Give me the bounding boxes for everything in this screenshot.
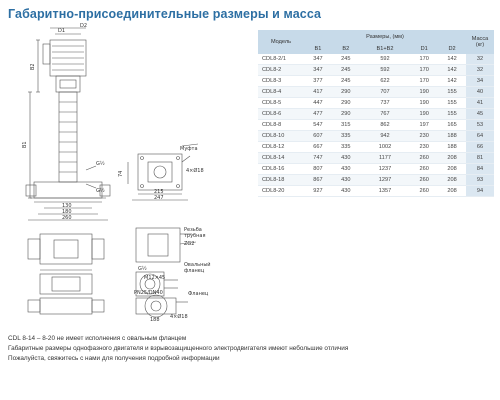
- table-cell-d2: 142: [438, 76, 466, 87]
- table-cell-mass: 93: [466, 175, 494, 186]
- table-cell-b1b2: 1357: [360, 186, 411, 197]
- page-title: Габаритно-присоединительные размеры и масса: [8, 7, 322, 21]
- table-cell-d1: 260: [410, 186, 438, 197]
- footer-notes: [8, 334, 348, 364]
- table-cell-d2: 142: [438, 54, 466, 65]
- label-247: 247: [154, 195, 164, 201]
- label-180: 180: [62, 209, 72, 215]
- table-row: [258, 120, 494, 131]
- table-cell-model: CDL8-4: [258, 87, 304, 98]
- table-cell-d2: 155: [438, 109, 466, 120]
- pump-base: [34, 182, 102, 198]
- table-row: [258, 131, 494, 142]
- table-cell-mass: 45: [466, 109, 494, 120]
- table-cell-mass: 41: [466, 98, 494, 109]
- label-d1: D1: [58, 28, 66, 34]
- th-b1b2: B1+B2: [360, 44, 411, 54]
- table-cell-model: CDL8-14: [258, 153, 304, 164]
- table-cell-b1: 807: [304, 164, 332, 175]
- table-cell-b2: 245: [332, 54, 360, 65]
- table-cell-b1b2: 1177: [360, 153, 411, 164]
- table-cell-mass: 40: [466, 87, 494, 98]
- table-cell-d1: 190: [410, 87, 438, 98]
- table-cell-d2: 188: [438, 142, 466, 153]
- table-cell-d1: 190: [410, 109, 438, 120]
- table-cell-d1: 260: [410, 164, 438, 175]
- table-cell-b1b2: 1297: [360, 175, 411, 186]
- table-cell-d2: 155: [438, 98, 466, 109]
- table-cell-b2: 290: [332, 87, 360, 98]
- table-row: [258, 87, 494, 98]
- label-b2: B2: [30, 63, 36, 70]
- table-cell-d1: 190: [410, 98, 438, 109]
- caption-thread-2: трубная: [184, 233, 206, 239]
- th-b1: B1: [304, 44, 332, 54]
- table-cell-d1: 230: [410, 142, 438, 153]
- table-cell-b2: 430: [332, 153, 360, 164]
- table-cell-b1: 377: [304, 76, 332, 87]
- table-cell-d1: 230: [410, 131, 438, 142]
- table-cell-d2: 208: [438, 164, 466, 175]
- table-row: [258, 76, 494, 87]
- table-row: [258, 186, 494, 197]
- table-cell-b1b2: 767: [360, 109, 411, 120]
- table-cell-b1b2: 592: [360, 65, 411, 76]
- label-4x18: 4×Ø18: [186, 168, 204, 174]
- table-cell-b2: 315: [332, 120, 360, 131]
- caption-oval-1: Овальный: [184, 262, 211, 268]
- table-cell-b1: 927: [304, 186, 332, 197]
- label-g2: G½: [96, 188, 105, 194]
- table-cell-d2: 208: [438, 153, 466, 164]
- table-cell-b1b2: 707: [360, 87, 411, 98]
- table-row: [258, 98, 494, 109]
- label-4x18b: 4×Ø18: [170, 314, 188, 320]
- label-g1: G½: [96, 161, 105, 167]
- label-pn: PN25/DN40: [134, 290, 163, 296]
- table-cell-b1b2: 622: [360, 76, 411, 87]
- note-line: CDL 8-14 – 8-20 не имеет исполнения с овальным фланцем: [8, 335, 187, 342]
- note-line: Пожалуйста, свяжитесь с нами для получения подробной информации: [8, 355, 220, 362]
- table-cell-model: CDL8-12: [258, 142, 304, 153]
- table-cell-d1: 260: [410, 153, 438, 164]
- th-d2: D2: [438, 44, 466, 54]
- th-mass-unit: (кг): [475, 42, 485, 48]
- table-cell-b1: 347: [304, 65, 332, 76]
- table-cell-mass: 53: [466, 120, 494, 131]
- label-215: 215: [154, 189, 164, 195]
- table-cell-model: CDL8-6: [258, 109, 304, 120]
- table-cell-b2: 335: [332, 131, 360, 142]
- caption-thread-1: Резьба: [184, 227, 202, 233]
- label-260: 260: [62, 215, 72, 221]
- table-cell-b2: 245: [332, 76, 360, 87]
- table-cell-b1b2: 1237: [360, 164, 411, 175]
- table-cell-d2: 188: [438, 131, 466, 142]
- table-cell-b1: 867: [304, 175, 332, 186]
- table-cell-d1: 170: [410, 65, 438, 76]
- table-cell-b1: 747: [304, 153, 332, 164]
- table-cell-model: CDL8-20: [258, 186, 304, 197]
- table-cell-b1: 667: [304, 142, 332, 153]
- table-cell-model: CDL8-18: [258, 175, 304, 186]
- table-row: [258, 175, 494, 186]
- caption-flange: Фланец: [188, 291, 209, 297]
- table-cell-b2: 430: [332, 164, 360, 175]
- label-zg2: ZG2: [184, 241, 195, 247]
- table-cell-b1b2: 737: [360, 98, 411, 109]
- table-cell-model: CDL8-2: [258, 65, 304, 76]
- th-mass: [466, 30, 494, 54]
- label-188: 188: [150, 317, 160, 322]
- table-row: [258, 164, 494, 175]
- table-cell-model: CDL8-8: [258, 120, 304, 131]
- table-cell-d2: 208: [438, 186, 466, 197]
- table-cell-b2: 290: [332, 109, 360, 120]
- th-dimensions: Размеры, (мм): [304, 30, 466, 44]
- table-cell-b2: 430: [332, 186, 360, 197]
- table-cell-d2: 165: [438, 120, 466, 131]
- th-mass-label: Масса: [471, 36, 489, 42]
- label-g12b: G½: [138, 266, 147, 272]
- table-cell-b2: 290: [332, 98, 360, 109]
- table-cell-model: CDL8-10: [258, 131, 304, 142]
- table-cell-model: CDL8-2/1: [258, 54, 304, 65]
- table-cell-mass: 64: [466, 131, 494, 142]
- table-cell-d1: 260: [410, 175, 438, 186]
- th-b2: B2: [332, 44, 360, 54]
- table-cell-b1b2: 1002: [360, 142, 411, 153]
- pump-drawing-svg: [0, 22, 262, 322]
- table-row: [258, 65, 494, 76]
- table-cell-d1: 197: [410, 120, 438, 131]
- caption-coupling: Муфта: [180, 146, 198, 152]
- specs-table: [258, 30, 494, 197]
- table-cell-b1: 607: [304, 131, 332, 142]
- table-cell-b1: 347: [304, 54, 332, 65]
- flange-front-view: [40, 298, 92, 314]
- table-cell-b1b2: 592: [360, 54, 411, 65]
- threaded-side-view: [136, 228, 180, 262]
- table-cell-b2: 335: [332, 142, 360, 153]
- table-row: [258, 142, 494, 153]
- label-b1: B1: [22, 141, 28, 148]
- table-cell-d1: 170: [410, 54, 438, 65]
- caption-oval-2: фланец: [184, 268, 205, 274]
- table-cell-d2: 155: [438, 87, 466, 98]
- label-74: 74: [118, 170, 124, 177]
- specs-table-body: [258, 54, 494, 197]
- table-cell-b1: 447: [304, 98, 332, 109]
- table-cell-b2: 430: [332, 175, 360, 186]
- table-row: [258, 54, 494, 65]
- base-top-view: [138, 154, 182, 190]
- table-cell-mass: 84: [466, 164, 494, 175]
- table-cell-b1b2: 942: [360, 131, 411, 142]
- table-cell-mass: 94: [466, 186, 494, 197]
- table-cell-b1b2: 862: [360, 120, 411, 131]
- table-row: [258, 153, 494, 164]
- table-cell-d1: 170: [410, 76, 438, 87]
- pump-drawing: [0, 22, 262, 322]
- label-130: 130: [62, 203, 72, 209]
- table-cell-model: CDL8-3: [258, 76, 304, 87]
- table-cell-mass: 34: [466, 76, 494, 87]
- table-cell-mass: 81: [466, 153, 494, 164]
- label-d2: D2: [80, 23, 88, 29]
- note-line: Габаритные размеры однофазного двигателя и взрывозащищенного электродвигателя имеют небольшие отличия: [8, 345, 349, 352]
- label-m12: M12×45: [144, 275, 166, 281]
- th-d1: D1: [410, 44, 438, 54]
- table-cell-mass: 32: [466, 65, 494, 76]
- pump-stack: [59, 92, 77, 182]
- th-model: Модель: [258, 30, 304, 54]
- table-cell-model: CDL8-16: [258, 164, 304, 175]
- table-cell-b1: 417: [304, 87, 332, 98]
- table-cell-d2: 208: [438, 175, 466, 186]
- table-cell-b1: 477: [304, 109, 332, 120]
- table-cell-b1: 547: [304, 120, 332, 131]
- table-cell-b2: 245: [332, 65, 360, 76]
- table-cell-d2: 142: [438, 65, 466, 76]
- table-row: [258, 109, 494, 120]
- table-cell-model: CDL8-5: [258, 98, 304, 109]
- threaded-front-view: [40, 234, 92, 264]
- table-cell-mass: 32: [466, 54, 494, 65]
- table-cell-mass: 66: [466, 142, 494, 153]
